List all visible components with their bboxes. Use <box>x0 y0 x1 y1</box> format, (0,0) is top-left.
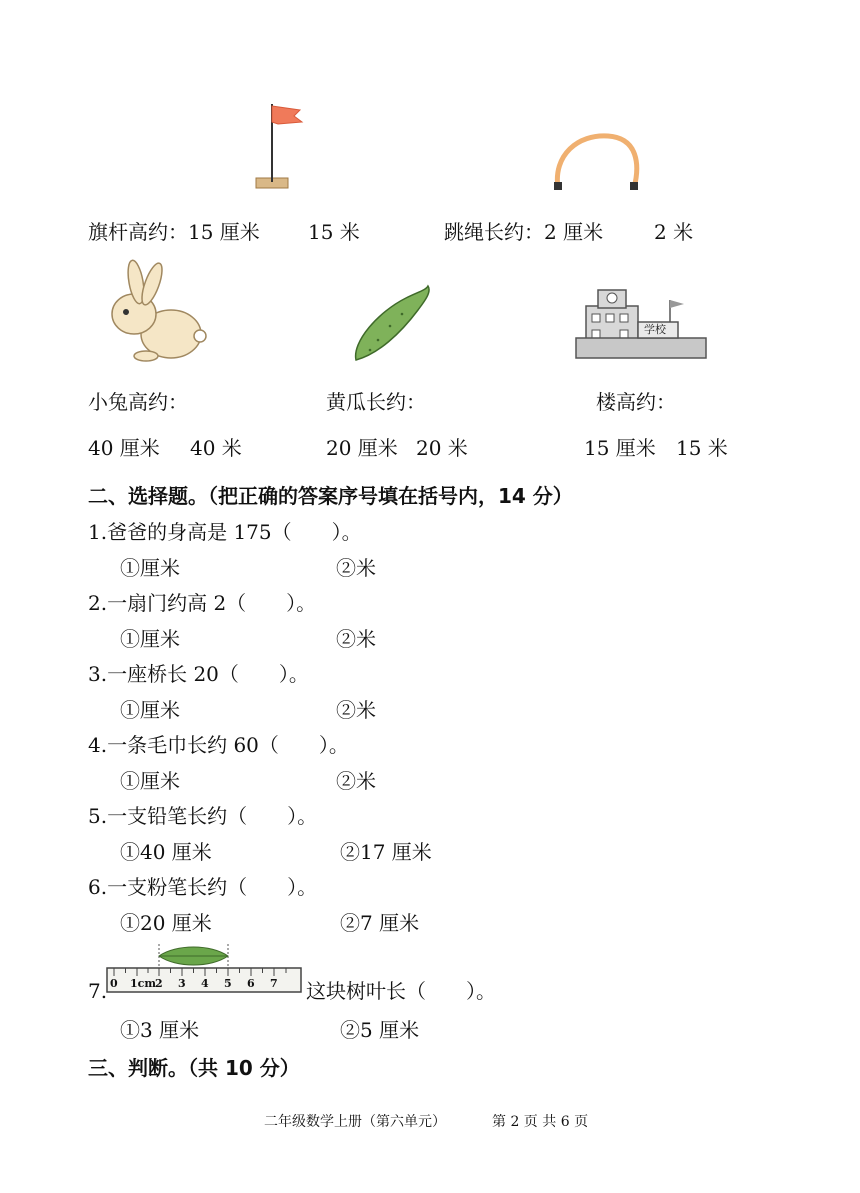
question-4-option-b[interactable]: ②米 <box>336 769 376 793</box>
ruler-label-4: 4 <box>201 977 209 990</box>
flagpole-picture <box>250 100 310 195</box>
building-option-2[interactable]: 15 米 <box>676 436 728 460</box>
question-1-option-a[interactable]: ①厘米 <box>120 556 180 580</box>
rabbit-option-2[interactable]: 40 米 <box>190 436 242 460</box>
question-7-option-b[interactable]: ②5 厘米 <box>340 1018 420 1042</box>
question-5-option-a[interactable]: ①40 厘米 <box>120 840 212 864</box>
flag-question <box>88 218 260 246</box>
cucumber-option-1[interactable]: 20 厘米 <box>326 436 398 460</box>
question-2-option-b[interactable]: ②米 <box>336 627 376 651</box>
question-4-option-a[interactable]: ①厘米 <box>120 769 180 793</box>
question-7-text: 这块树叶长（ ）。 <box>306 979 496 1003</box>
building-label: 楼高约： <box>596 390 676 414</box>
cucumber-option-2[interactable]: 20 米 <box>416 436 468 460</box>
question-1-option-b[interactable]: ②米 <box>336 556 376 580</box>
rope-label: 跳绳长约： <box>444 220 544 244</box>
question-6-option-a[interactable]: ①20 厘米 <box>120 911 212 935</box>
flag-label: 旗杆高约： <box>88 220 188 244</box>
section-2-title: 二、选择题。（把正确的答案序号填在括号内，14 分） <box>88 484 573 508</box>
question-3-option-a[interactable]: ①厘米 <box>120 698 180 722</box>
ruler-label-5: 5 <box>224 977 232 990</box>
building-option-1[interactable]: 15 厘米 <box>584 436 656 460</box>
cucumber-label: 黄瓜长约： <box>326 390 426 414</box>
jump-rope-picture <box>548 130 658 195</box>
question-5-option-b[interactable]: ②17 厘米 <box>340 840 432 864</box>
question-7-number: 7. <box>88 979 108 1003</box>
question-7-option-a[interactable]: ①3 厘米 <box>120 1018 200 1042</box>
flag-option-2[interactable]: 15 米 <box>308 220 360 244</box>
question-6-option-b[interactable]: ②7 厘米 <box>340 911 420 935</box>
rope-option-1[interactable]: 2 厘米 <box>544 220 604 244</box>
question-2-option-a[interactable]: ①厘米 <box>120 627 180 651</box>
ruler-label-7: 7 <box>270 977 278 990</box>
school-sign-text: 学校 <box>644 323 666 336</box>
question-6: 6.一支粉笔长约（ ）。 <box>88 875 318 899</box>
school-building-picture <box>576 282 716 364</box>
ruler-leaf-picture <box>106 942 304 998</box>
cucumber-picture <box>348 282 434 364</box>
question-4: 4.一条毛巾长约 60（ ）。 <box>88 733 349 757</box>
ruler-label-2: 2 <box>155 977 163 990</box>
question-3: 3.一座桥长 20（ ）。 <box>88 662 309 686</box>
question-5: 5.一支铅笔长约（ ）。 <box>88 804 318 828</box>
ruler-label-0: 0 <box>110 977 118 990</box>
rabbit-option-1[interactable]: 40 厘米 <box>88 436 160 460</box>
question-1: 1.爸爸的身高是 175（ ）。 <box>88 520 362 544</box>
rope-option-2[interactable]: 2 米 <box>654 220 694 244</box>
footer-book-title: 二年级数学上册（第六单元） <box>264 1114 446 1130</box>
footer-page-number: 第 2 页 共 6 页 <box>492 1114 589 1130</box>
ruler-label-6: 6 <box>247 977 255 990</box>
rope-question <box>444 218 603 246</box>
rabbit-label: 小兔高约： <box>88 390 188 414</box>
flag-option-1[interactable]: 15 厘米 <box>188 220 260 244</box>
rabbit-picture <box>96 262 206 366</box>
section-3-title: 三、判断。（共 10 分） <box>88 1056 300 1080</box>
question-2: 2.一扇门约高 2（ ）。 <box>88 591 317 615</box>
ruler-label-1: 1cm <box>130 977 156 990</box>
question-3-option-b[interactable]: ②米 <box>336 698 376 722</box>
ruler-label-3: 3 <box>178 977 186 990</box>
